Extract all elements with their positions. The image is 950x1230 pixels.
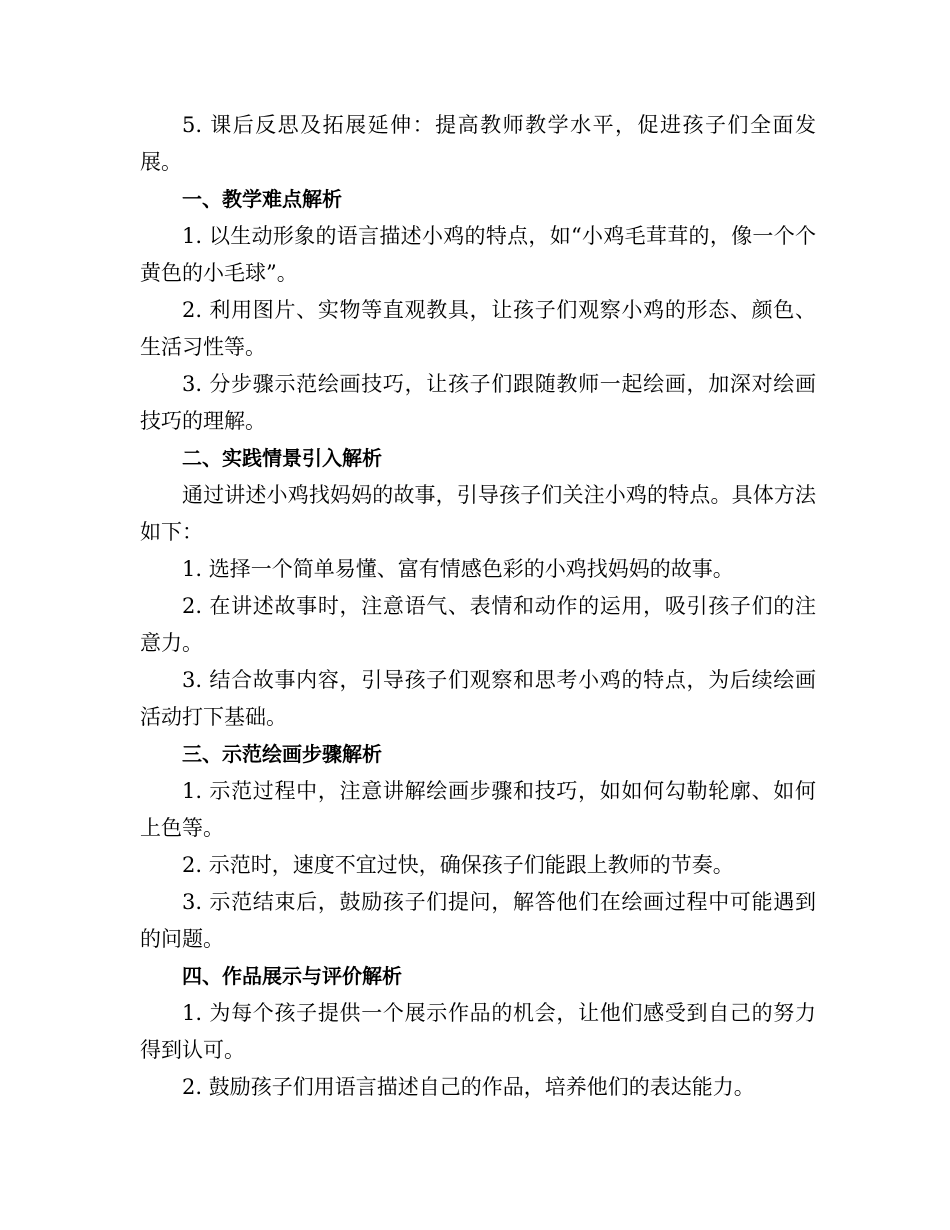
paragraph-difficulty-2: 2. 利用图片、实物等直观教具，让孩子们观察小鸡的形态、颜色、生活习性等。 (140, 298, 816, 359)
paragraph-showcase-1: 1. 为每个孩子提供一个展示作品的机会，让他们感受到自己的努力得到认可。 (140, 1001, 816, 1062)
paragraph-reflection: 5. 课后反思及拓展延伸：提高教师教学水平，促进孩子们全面发展。 (140, 113, 816, 174)
document-body (140, 107, 816, 1106)
paragraph-difficulty-3: 3. 分步骤示范绘画技巧，让孩子们跟随教师一起绘画，加深对绘画技巧的理解。 (140, 372, 816, 433)
paragraph-scenario-2: 2. 在讲述故事时，注意语气、表情和动作的运用，吸引孩子们的注意力。 (140, 594, 816, 655)
paragraph-difficulty-1: 1. 以生动形象的语言描述小鸡的特点，如“小鸡毛茸茸的，像一个个黄色的小毛球”。 (140, 224, 816, 285)
paragraph-scenario-1: 1. 选择一个简单易懂、富有情感色彩的小鸡找妈妈的故事。 (182, 557, 734, 581)
section-heading-difficulties: 一、教学难点解析 (182, 187, 342, 211)
paragraph-scenario-intro: 通过讲述小鸡找妈妈的故事，引导孩子们关注小鸡的特点。具体方法如下： (140, 483, 816, 544)
paragraph-demonstration-1: 1. 示范过程中，注意讲解绘画步骤和技巧，如如何勾勒轮廓、如何上色等。 (140, 779, 816, 840)
section-heading-scenario: 二、实践情景引入解析 (182, 446, 382, 470)
paragraph-demonstration-2: 2. 示范时，速度不宜过快，确保孩子们能跟上教师的节奏。 (182, 853, 734, 877)
paragraph-showcase-2: 2. 鼓励孩子们用语言描述自己的作品，培养他们的表达能力。 (182, 1075, 755, 1099)
paragraph-demonstration-3: 3. 示范结束后，鼓励孩子们提问，解答他们在绘画过程中可能遇到的问题。 (140, 890, 816, 951)
paragraph-scenario-3: 3. 结合故事内容，引导孩子们观察和思考小鸡的特点，为后续绘画活动打下基础。 (140, 668, 816, 729)
section-heading-showcase: 四、作品展示与评价解析 (182, 964, 402, 988)
section-heading-demonstration: 三、示范绘画步骤解析 (182, 742, 382, 766)
